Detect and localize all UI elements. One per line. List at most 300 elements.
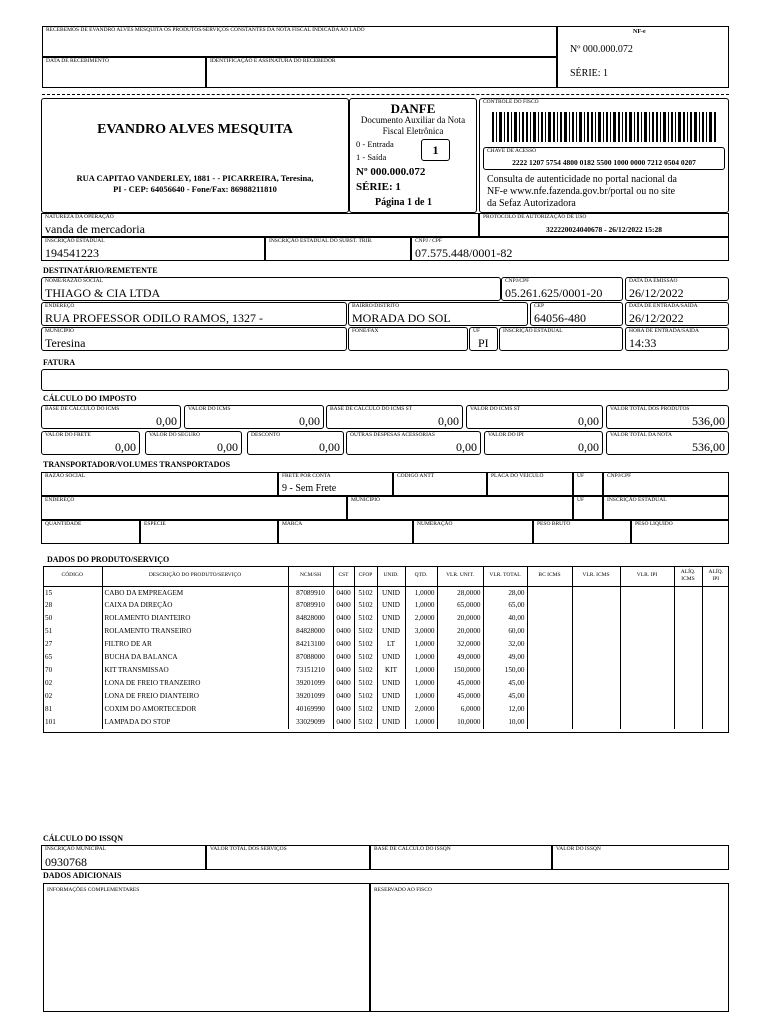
- cell-vlr-total: 150,00: [483, 664, 527, 677]
- issqn-base-field: [370, 845, 552, 870]
- cell-vlr-unit: 28,0000: [437, 586, 483, 599]
- cell-unid: UNID: [377, 599, 405, 612]
- transp-endereco-label: ENDEREÇO: [45, 497, 75, 503]
- valor-icms-st-label: VALOR DO ICMS ST: [470, 406, 521, 412]
- emitente-box: [41, 98, 349, 213]
- cell-bc-icms: [527, 599, 572, 612]
- cell-aliq-ipi: [702, 586, 729, 599]
- cell-cfop: 5102: [354, 651, 377, 664]
- dest-emissao-label: DATA DA EMISSÃO: [629, 278, 678, 284]
- adicionais-section-title: DADOS ADICIONAIS: [43, 871, 122, 880]
- dest-nome-label: NOME/RAZÃO SOCIAL: [45, 278, 103, 284]
- issqn-im: 0930768: [45, 855, 87, 869]
- cell-cst: 0400: [333, 716, 354, 729]
- dest-cnpj-field: [501, 277, 623, 301]
- cell-aliq-ipi: [702, 690, 729, 703]
- cell-vlr-total: 28,00: [483, 586, 527, 599]
- col-qtd: QTD.: [405, 566, 437, 586]
- reservado-fisco-field: [370, 883, 729, 1012]
- cell-cfop: 5102: [354, 599, 377, 612]
- cell-codigo: 50: [43, 612, 102, 625]
- assinatura-field[interactable]: [206, 57, 557, 88]
- cell-bc-icms: [527, 664, 572, 677]
- cell-descricao: ROLAMENTO DIANTEIRO: [102, 612, 288, 625]
- total-nota: 536,00: [692, 440, 725, 454]
- cell-descricao: ROLAMENTO TRANSEIRO: [102, 625, 288, 638]
- cell-cfop: 5102: [354, 612, 377, 625]
- transp-numeracao-label: NUMERAÇÃO: [417, 521, 453, 527]
- cell-aliq-ipi: [702, 716, 729, 729]
- cell-vlr-ipi: [620, 612, 674, 625]
- transp-especie-label: ESPÉCIE: [144, 521, 166, 527]
- destinatario-section-title: DESTINATÁRIO/REMETENTE: [43, 266, 158, 275]
- danfe-tipo-box: [421, 139, 450, 161]
- cell-vlr-icms: [572, 612, 620, 625]
- dest-bairro-label: BAIRRO/DISTRITO: [352, 303, 400, 309]
- cell-cst: 0400: [333, 638, 354, 651]
- cell-descricao: BUCHA DA BALANCA: [102, 651, 288, 664]
- cell-vlr-unit: 45,0000: [437, 677, 483, 690]
- cell-vlr-icms: [572, 703, 620, 716]
- col-unid: UNID.: [377, 566, 405, 586]
- emitente-endereco1: RUA CAPITAO VANDERLEY, 1881 - - PICARREIRA, Teresina,: [76, 173, 314, 183]
- cell-vlr-ipi: [620, 664, 674, 677]
- transp-peso-liquido-field: [631, 520, 729, 544]
- transp-placa-label: PLACA DO VEÍCULO: [491, 473, 544, 479]
- cell-unid: UNID: [377, 651, 405, 664]
- emitente-endereco2: PI - CEP: 64056640 - Fone/Fax: 86988211810: [113, 184, 277, 194]
- cell-vlr-icms: [572, 586, 620, 599]
- dest-bairro-field: [348, 302, 528, 326]
- table-row: [43, 625, 729, 638]
- cell-vlr-icms: [572, 677, 620, 690]
- col-descricao: DESCRIÇÃO DO PRODUTO/SERVIÇO: [102, 566, 288, 586]
- cnpj-emitente-label: CNPJ / CPF: [415, 238, 442, 244]
- table-row: [43, 664, 729, 677]
- total-produtos-field: [606, 405, 729, 429]
- emitente-nome: EVANDRO ALVES MESQUITA: [97, 122, 293, 137]
- dest-hora-field: [625, 327, 729, 351]
- cell-codigo: 02: [43, 677, 102, 690]
- cell-aliq-icms: [674, 625, 702, 638]
- cell-bc-icms: [527, 703, 572, 716]
- cell-vlr-unit: 49,0000: [437, 651, 483, 664]
- natureza-operacao-field: [41, 213, 479, 237]
- cell-aliq-ipi: [702, 703, 729, 716]
- inscricao-estadual-field: [41, 237, 265, 261]
- col-ncm: NCM/SH: [288, 566, 333, 586]
- outras-despesas: 0,00: [456, 440, 477, 454]
- cell-vlr-unit: 65,0000: [437, 599, 483, 612]
- canhoto-nfe-box: [557, 26, 729, 88]
- produtos-section-title: DADOS DO PRODUTO/SERVIÇO: [47, 555, 170, 564]
- col-vlr-ipi: VLR. IPI: [620, 566, 674, 586]
- dest-uf-field: [469, 327, 498, 351]
- cell-bc-icms: [527, 716, 572, 729]
- dest-hora: 14:33: [629, 336, 657, 350]
- frete: 0,00: [115, 440, 136, 454]
- table-row: [43, 586, 729, 599]
- transp-quantidade-label: QUANTIDADE: [45, 521, 82, 527]
- cell-codigo: 27: [43, 638, 102, 651]
- cell-vlr-unit: 32,0000: [437, 638, 483, 651]
- cell-qtd: 1,0000: [405, 638, 437, 651]
- seguro-field: [145, 431, 242, 455]
- cell-qtd: 1,0000: [405, 651, 437, 664]
- cell-ncm: 84828000: [288, 625, 333, 638]
- cell-unid: UNID: [377, 703, 405, 716]
- cell-vlr-total: 65,00: [483, 599, 527, 612]
- dest-fone-field: [348, 327, 468, 351]
- cell-vlr-icms: [572, 638, 620, 651]
- cell-vlr-ipi: [620, 703, 674, 716]
- dest-uf: PI: [478, 336, 489, 350]
- cell-descricao: CABO DA EMPREAGEM: [102, 586, 288, 599]
- transp-peso-bruto-field: [533, 520, 631, 544]
- base-icms-label: BASE DE CÁLCULO DO ICMS: [45, 406, 120, 412]
- chave-acesso: 2222 1207 5754 4800 0182 5500 1000 0000 7212 0504 0207: [512, 158, 696, 167]
- table-row: [43, 677, 729, 690]
- cell-cst: 0400: [333, 664, 354, 677]
- consulta-line1: Consulta de autenticidade no portal nacional da: [487, 174, 677, 185]
- imposto-section-title: CÁLCULO DO IMPOSTO: [43, 394, 137, 403]
- col-aliq-icms: ALÍQ. ICMS: [674, 566, 702, 586]
- cell-codigo: 51: [43, 625, 102, 638]
- frete-label: VALOR DO FRETE: [45, 432, 91, 438]
- cell-vlr-ipi: [620, 677, 674, 690]
- base-icms-field: [41, 405, 181, 429]
- base-icms-st-label: BASE DE CÁLCULO DO ICMS ST: [330, 406, 413, 412]
- cell-ncm: 40169990: [288, 703, 333, 716]
- total-produtos-label: VALOR TOTAL DOS PRODUTOS: [610, 406, 690, 412]
- cell-unid: UNID: [377, 625, 405, 638]
- issqn-total-servicos-field: [206, 845, 370, 870]
- cell-bc-icms: [527, 677, 572, 690]
- cell-vlr-total: 60,00: [483, 625, 527, 638]
- protocolo-label: PROTOCOLO DE AUTORIZAÇÃO DE USO: [483, 214, 587, 220]
- cell-unid: UNID: [377, 716, 405, 729]
- transp-ie-label: INSCRIÇÃO ESTADUAL: [607, 497, 667, 503]
- cell-aliq-icms: [674, 599, 702, 612]
- valor-ipi: 0,00: [578, 440, 599, 454]
- dest-ie-label: INSCRIÇÃO ESTADUAL: [503, 328, 563, 334]
- col-bc-icms: BC ICMS: [527, 566, 572, 586]
- dest-endereco: RUA PROFESSOR ODILO RAMOS, 1327 -: [45, 311, 264, 325]
- danfe-title: DANFE: [390, 101, 436, 116]
- transp-razao-label: RAZÃO SOCIAL: [45, 473, 86, 479]
- cell-aliq-icms: [674, 703, 702, 716]
- cell-vlr-ipi: [620, 651, 674, 664]
- cell-qtd: 1,0000: [405, 716, 437, 729]
- cell-vlr-ipi: [620, 638, 674, 651]
- cell-bc-icms: [527, 651, 572, 664]
- valor-icms-st: 0,00: [578, 414, 599, 428]
- produtos-body: [43, 586, 729, 729]
- seguro: 0,00: [217, 440, 238, 454]
- cell-cst: 0400: [333, 586, 354, 599]
- valor-ipi-field: [484, 431, 603, 455]
- transp-municipio-label: MUNICÍPIO: [351, 497, 381, 503]
- transp-marca-field: [278, 520, 413, 544]
- transp-uf2-label: UF: [577, 497, 585, 503]
- cell-ncm: 73151210: [288, 664, 333, 677]
- col-codigo: CÓDIGO: [43, 566, 102, 586]
- danfe-saida: 1 - Saída: [356, 152, 387, 162]
- dest-nome: THIAGO & CIA LTDA: [45, 286, 161, 300]
- transp-municipio-field: [347, 496, 573, 520]
- cell-descricao: LONA DE FREIO TRANZEIRO: [102, 677, 288, 690]
- consulta-line3: da Sefaz Autorizadora: [487, 198, 576, 209]
- table-row: [43, 599, 729, 612]
- cell-cfop: 5102: [354, 677, 377, 690]
- cell-vlr-unit: 10,0000: [437, 716, 483, 729]
- cell-aliq-ipi: [702, 638, 729, 651]
- cell-vlr-total: 49,00: [483, 651, 527, 664]
- desconto-field: [247, 431, 344, 455]
- valor-icms: 0,00: [299, 414, 320, 428]
- cell-unid: LT: [377, 638, 405, 651]
- col-aliq-ipi: ALÍQ. IPI: [708, 568, 723, 582]
- danfe-sub1: Documento Auxiliar da Nota: [360, 115, 466, 125]
- cell-cst: 0400: [333, 625, 354, 638]
- dest-entrada-saida: 26/12/2022: [629, 311, 684, 325]
- cell-vlr-unit: 20,0000: [437, 612, 483, 625]
- transp-quantidade-field: [41, 520, 140, 544]
- cell-bc-icms: [527, 612, 572, 625]
- dest-ie-field: [499, 327, 623, 351]
- cell-qtd: 2,0000: [405, 612, 437, 625]
- cnpj-emitente-field: [411, 237, 729, 261]
- reservado-fisco-label: RESERVADO AO FISCO: [374, 887, 432, 893]
- cell-unid: UNID: [377, 690, 405, 703]
- table-row: [43, 651, 729, 664]
- canhoto-recebemos: [42, 26, 557, 57]
- cell-aliq-icms: [674, 690, 702, 703]
- cell-qtd: 1,0000: [405, 664, 437, 677]
- dest-cep-field: [530, 302, 623, 326]
- danfe-entrada: 0 - Entrada: [356, 139, 394, 149]
- cell-bc-icms: [527, 625, 572, 638]
- col-vlr-unit: VLR. UNIT.: [437, 566, 483, 586]
- dest-municipio: Teresina: [45, 336, 86, 350]
- cell-cst: 0400: [333, 703, 354, 716]
- cell-qtd: 1,0000: [405, 677, 437, 690]
- cell-vlr-icms: [572, 716, 620, 729]
- protocolo-valor: 322220024040678 - 26/12/2022 15:28: [545, 225, 663, 234]
- cell-codigo: 65: [43, 651, 102, 664]
- cell-vlr-unit: 45,0000: [437, 690, 483, 703]
- danfe-sub2: Fiscal Eletrônica: [382, 126, 444, 136]
- fatura-box: [41, 369, 729, 391]
- assinatura-label: IDENTIFICAÇÃO E ASSINATURA DO RECEBEDOR: [210, 58, 336, 64]
- total-produtos: 536,00: [692, 414, 725, 428]
- cell-aliq-ipi: [702, 664, 729, 677]
- desconto: 0,00: [319, 440, 340, 454]
- table-row: [43, 690, 729, 703]
- cell-aliq-icms: [674, 677, 702, 690]
- produtos-header-row: [43, 566, 729, 586]
- transp-especie-field: [140, 520, 278, 544]
- issqn-valor-field: [552, 845, 729, 870]
- transp-frete-field: [278, 472, 393, 496]
- iest-label: INSCRIÇÃO ESTADUAL DO SUBST. TRIB.: [269, 238, 373, 244]
- cell-ncm: 87088000: [288, 651, 333, 664]
- cell-aliq-icms: [674, 651, 702, 664]
- table-row: [43, 638, 729, 651]
- cell-cfop: 5102: [354, 625, 377, 638]
- cell-vlr-total: 32,00: [483, 638, 527, 651]
- data-recebimento-label: DATA DE RECEBIMENTO: [46, 58, 110, 64]
- cell-codigo: 81: [43, 703, 102, 716]
- cell-descricao: FILTRO DE AR: [102, 638, 288, 651]
- dest-bairro: MORADA DO SOL: [352, 311, 451, 325]
- transp-peso-liquido-label: PESO LÍQUIDO: [635, 521, 673, 527]
- total-nota-label: VALOR TOTAL DA NOTA: [610, 432, 673, 438]
- dest-cnpj-label: CNPJ/CPF: [505, 278, 530, 284]
- total-nota-field: [606, 431, 729, 455]
- danfe-numero: Nº 000.000.072: [356, 166, 426, 178]
- data-recebimento-field[interactable]: [42, 57, 206, 88]
- cell-aliq-icms: [674, 716, 702, 729]
- ie-subst-field: [265, 237, 411, 261]
- barcode: [492, 112, 716, 142]
- chave-acesso-box: [483, 147, 725, 170]
- dest-cep: 64056-480: [534, 311, 586, 325]
- cell-aliq-ipi: [702, 677, 729, 690]
- cell-qtd: 1,0000: [405, 586, 437, 599]
- cell-vlr-ipi: [620, 599, 674, 612]
- issqn-section-title: CÁLCULO DO ISSQN: [43, 834, 124, 843]
- cell-ncm: 87089910: [288, 599, 333, 612]
- transp-uf2-field: [573, 496, 603, 520]
- canhoto-recebemos-text: RECEBEMOS DE EVANDRO ALVES MESQUITA OS PRODUTOS/SERVIÇOS CONSTANTES DA NOTA FISCAL INDICADA AO LADO: [46, 27, 365, 33]
- controle-fisco-label: CONTROLE DO FISCO: [483, 99, 539, 105]
- cell-aliq-ipi: [702, 612, 729, 625]
- dest-municipio-label: MUNICÍPIO: [45, 328, 75, 334]
- dest-emissao: 26/12/2022: [629, 286, 684, 300]
- cell-vlr-total: 45,00: [483, 690, 527, 703]
- cell-cfop: 5102: [354, 586, 377, 599]
- cell-cfop: 5102: [354, 638, 377, 651]
- cell-aliq-icms: [674, 638, 702, 651]
- outras-despesas-label: OUTRAS DESPESAS ACESSÓRIAS: [350, 432, 435, 438]
- transp-uf-field: [573, 472, 603, 496]
- cell-unid: UNID: [377, 612, 405, 625]
- cell-vlr-total: 40,00: [483, 612, 527, 625]
- cell-unid: UNID: [377, 586, 405, 599]
- cell-qtd: 1,0000: [405, 599, 437, 612]
- natureza-valor: vanda de mercadoria: [45, 222, 145, 236]
- cut-line: [42, 94, 729, 95]
- cell-cst: 0400: [333, 677, 354, 690]
- col-vlr-icms: VLR. ICMS: [572, 566, 620, 586]
- chave-acesso-label: CHAVE DE ACESSO: [487, 148, 537, 154]
- base-icms-st: 0,00: [438, 414, 459, 428]
- cell-cfop: 5102: [354, 690, 377, 703]
- table-row: [43, 703, 729, 716]
- valor-ipi-label: VALOR DO IPI: [488, 432, 524, 438]
- cell-ncm: 84828000: [288, 612, 333, 625]
- controle-fisco-box: [479, 98, 729, 213]
- seguro-label: VALOR DO SEGURO: [149, 432, 200, 438]
- produtos-table: [43, 566, 729, 729]
- desconto-label: DESCONTO: [251, 432, 281, 438]
- transp-cnpj-label: CNPJ/CPF: [607, 473, 632, 479]
- cell-cst: 0400: [333, 690, 354, 703]
- cell-vlr-unit: 150,0000: [437, 664, 483, 677]
- dest-emissao-field: [625, 277, 729, 301]
- canhoto-nfe: NF-e: [633, 29, 646, 35]
- transp-razao-field: [41, 472, 278, 496]
- canhoto-serie: SÉRIE: 1: [570, 68, 609, 79]
- issqn-valor-label: VALOR DO ISSQN: [556, 846, 601, 852]
- cell-aliq-icms: [674, 612, 702, 625]
- transporte-section-title: TRANSPORTADOR/VOLUMES TRANSPORTADOS: [43, 460, 231, 469]
- dest-endereco-label: ENDEREÇO: [45, 303, 75, 309]
- valor-icms-st-field: [466, 405, 603, 429]
- dest-municipio-field: [41, 327, 347, 351]
- danfe-pagina: Página 1 de 1: [375, 197, 432, 208]
- valor-icms-field: [184, 405, 324, 429]
- cell-vlr-unit: 6,0000: [437, 703, 483, 716]
- col-cst: CST: [333, 566, 354, 586]
- cell-descricao: LONA DE FREIO DIANTEIRO: [102, 690, 288, 703]
- cell-cfop: 5102: [354, 716, 377, 729]
- cell-aliq-ipi: [702, 651, 729, 664]
- dest-cnpj: 05.261.625/0001-20: [505, 286, 603, 300]
- cell-cfop: 5102: [354, 664, 377, 677]
- col-cfop: CFOP: [354, 566, 377, 586]
- info-complementares-field: [43, 883, 370, 1012]
- dest-fone-label: FONE/FAX: [352, 328, 379, 334]
- cell-vlr-icms: [572, 690, 620, 703]
- valor-icms-label: VALOR DO ICMS: [188, 406, 231, 412]
- cell-ncm: 39201099: [288, 677, 333, 690]
- cell-aliq-icms: [674, 664, 702, 677]
- transp-antt-field: [393, 472, 487, 496]
- cell-descricao: LAMPADA DO STOP: [102, 716, 288, 729]
- cell-vlr-icms: [572, 664, 620, 677]
- dest-entrada-saida-field: [625, 302, 729, 326]
- outras-despesas-field: [346, 431, 481, 455]
- cell-vlr-unit: 20,0000: [437, 625, 483, 638]
- cell-qtd: 1,0000: [405, 690, 437, 703]
- cell-descricao: CAIXA DA DIREÇÃO: [102, 599, 288, 612]
- cell-vlr-icms: [572, 599, 620, 612]
- cell-unid: UNID: [377, 677, 405, 690]
- table-row: [43, 716, 729, 729]
- cell-codigo: 70: [43, 664, 102, 677]
- cell-ncm: 87089910: [288, 586, 333, 599]
- col-vlr-total: VLR. TOTAL: [483, 566, 527, 586]
- cnpj-emitente-valor: 07.575.448/0001-82: [415, 246, 513, 260]
- cell-codigo: 02: [43, 690, 102, 703]
- issqn-im-label: INSCRIÇÃO MUNICIPAL: [45, 846, 107, 852]
- protocolo-field: [479, 213, 729, 237]
- cell-cfop: 5102: [354, 703, 377, 716]
- transp-numeracao-field: [413, 520, 533, 544]
- cell-aliq-icms: [674, 586, 702, 599]
- cell-ncm: 84213100: [288, 638, 333, 651]
- transp-placa-field: [487, 472, 573, 496]
- transp-peso-bruto-label: PESO BRUTO: [537, 521, 571, 527]
- cell-vlr-total: 45,00: [483, 677, 527, 690]
- transp-frete-label: FRETE POR CONTA: [282, 473, 331, 479]
- cell-vlr-ipi: [620, 690, 674, 703]
- issqn-total-servicos-label: VALOR TOTAL DOS SERVIÇOS: [210, 846, 287, 852]
- transp-frete: 9 - Sem Frete: [282, 483, 337, 494]
- cell-aliq-ipi: [702, 625, 729, 638]
